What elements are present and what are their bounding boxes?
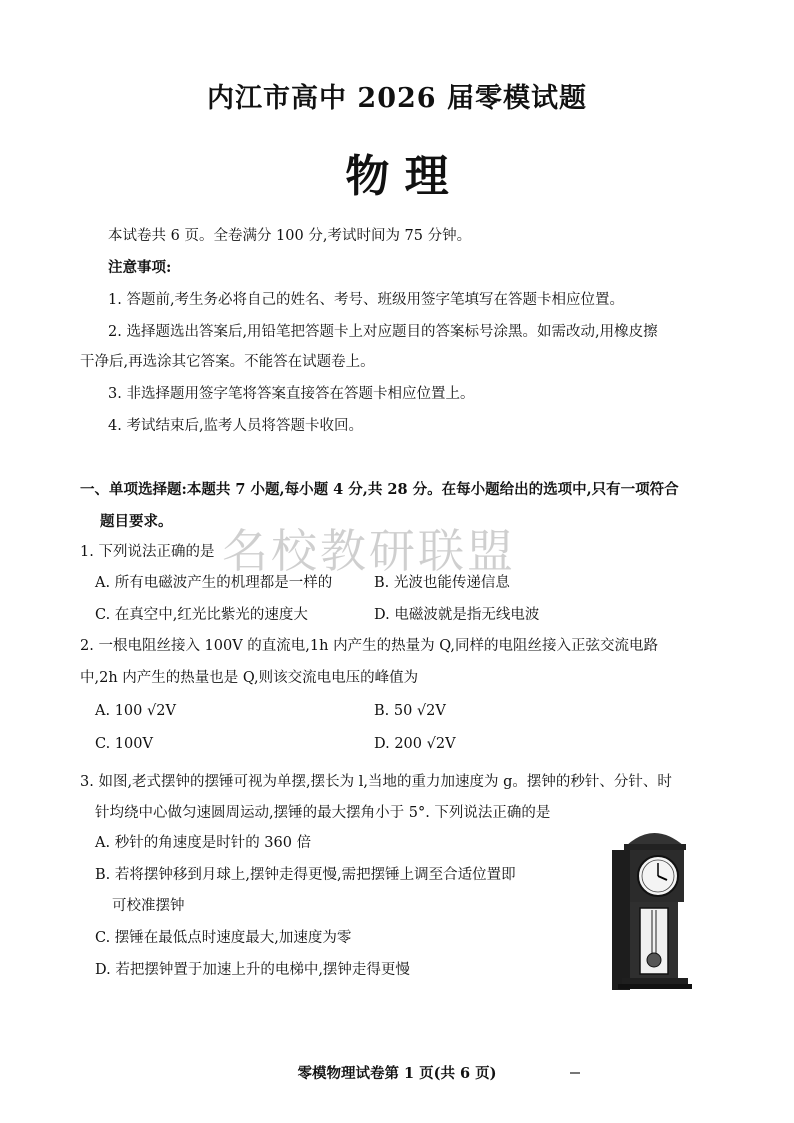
q3-option-b-cont: 可校准摆钟 xyxy=(112,898,185,914)
q1-option-a: A. 所有电磁波产生的机理都是一样的 xyxy=(95,575,333,591)
question-3-stem: 3. 如图,老式摆钟的摆锤可视为单摆,摆长为 l,当地的重力加速度为 g。摆钟的秒针、分针、时 xyxy=(80,774,672,790)
pendulum-clock-figure xyxy=(604,818,704,993)
q3-option-d: D. 若把摆钟置于加速上升的电梯中,摆钟走得更慢 xyxy=(95,962,410,978)
page-footer: 零模物理试卷第 1 页(共 6 页) xyxy=(297,1065,497,1082)
exam-title: 内江市高中 2026 届零模试题 xyxy=(207,83,587,114)
intro-text: 本试卷共 6 页。全卷满分 100 分,考试时间为 75 分钟。 xyxy=(108,228,472,244)
clock-side-left xyxy=(612,850,630,990)
q2-option-d: D. 200 √2V xyxy=(374,736,456,752)
notice-heading: 注意事项: xyxy=(108,259,172,276)
clock-foot xyxy=(618,984,692,989)
section-heading-cont: 题目要求。 xyxy=(100,513,173,530)
q2-option-a: A. 100 √2V xyxy=(95,703,176,719)
q3-option-c: C. 摆锤在最低点时速度最大,加速度为零 xyxy=(95,930,352,946)
question-2-stem-cont: 中,2h 内产生的热量也是 Q,则该交流电电压的峰值为 xyxy=(80,670,419,686)
q3-option-a: A. 秒针的角速度是时针的 360 倍 xyxy=(95,835,312,851)
subject-title: 物 理 xyxy=(345,151,449,202)
notice-item: 干净后,再选涂其它答案。不能答在试题卷上。 xyxy=(80,354,375,370)
section-heading: 一、单项选择题:本题共 7 小题,每小题 4 分,共 28 分。在每小题给出的选项中,只有一项符合 xyxy=(80,481,679,498)
q3-option-b: B. 若将摆钟移到月球上,摆钟走得更慢,需把摆锤上调至合适位置即 xyxy=(95,867,516,883)
q1-option-d: D. 电磁波就是指无线电波 xyxy=(374,607,540,623)
q1-option-b: B. 光波也能传递信息 xyxy=(374,575,510,591)
question-2-stem: 2. 一根电阻丝接入 100V 的直流电,1h 内产生的热量为 Q,同样的电阻丝接入正弦交流电路 xyxy=(80,638,658,654)
notice-item: 2. 选择题选出答案后,用铅笔把答题卡上对应题目的答案标号涂黑。如需改动,用橡皮擦 xyxy=(108,324,658,340)
q2-option-c: C. 100V xyxy=(95,736,153,752)
watermark: 名校教研联盟 xyxy=(222,524,516,578)
q2-option-b: B. 50 √2V xyxy=(374,703,446,719)
notice-item: 3. 非选择题用签字笔将答案直接答在答题卡相应位置上。 xyxy=(108,386,475,402)
notice-item: 4. 考试结束后,监考人员将答题卡收回。 xyxy=(108,418,364,434)
notice-item: 1. 答题前,考生务必将自己的姓名、考号、班级用签字笔填写在答题卡相应位置。 xyxy=(108,292,625,308)
question-1-stem: 1. 下列说法正确的是 xyxy=(80,544,215,560)
clock-crown-base xyxy=(624,844,686,850)
question-3-stem-cont: 针均绕中心做匀速圆周运动,摆锤的最大摆角小于 5°. 下列说法正确的是 xyxy=(95,805,551,821)
q1-option-c: C. 在真空中,红光比紫光的速度大 xyxy=(95,607,308,623)
scan-mark xyxy=(570,1072,580,1074)
pendulum-bob xyxy=(647,953,661,967)
